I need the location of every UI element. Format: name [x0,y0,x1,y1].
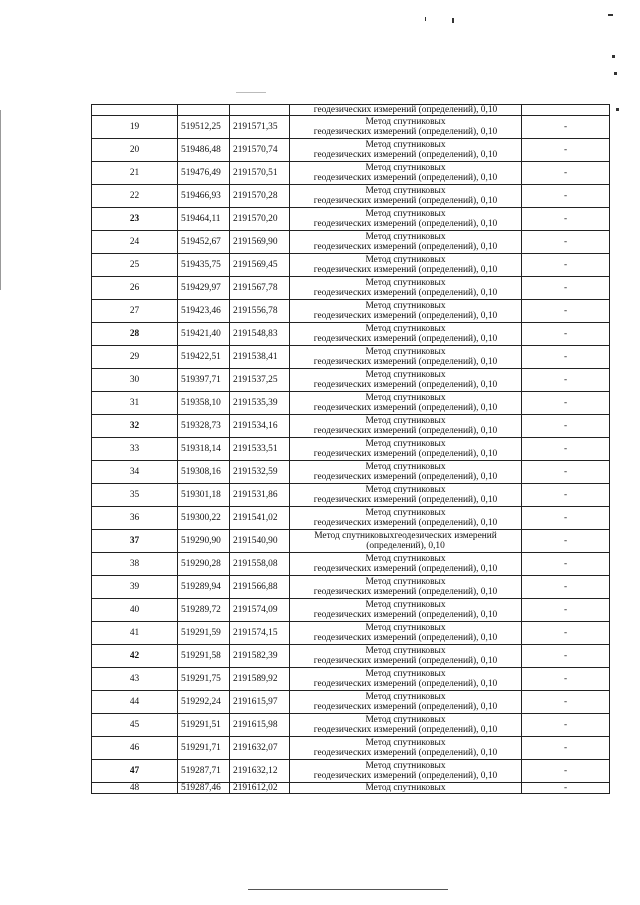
point-number-cell: 42 [92,645,178,668]
note-cell: - [522,645,610,668]
method-cell [290,369,522,392]
note-cell: - [522,185,610,208]
note-cell: - [522,254,610,277]
point-number-cell: 29 [92,346,178,369]
point-number-cell: 28 [92,323,178,346]
method-line-2: геодезических измерений (определений), 0,10 [313,265,498,275]
table-row [92,760,610,783]
table-row [92,576,610,599]
method-cell [290,530,522,553]
method-cell [290,185,522,208]
method-line-1: Метод спутниковых [365,209,446,219]
method-cell [290,300,522,323]
table-row [92,507,610,530]
table-row [92,369,610,392]
point-number-cell: 30 [92,369,178,392]
method-line-2: геодезических измерений (определений), 0,10 [313,150,498,160]
y-coordinate-cell: 2191632,07 [230,737,290,760]
table-row [92,668,610,691]
coordinates-table-body [92,105,610,794]
table-row [92,231,610,254]
point-number-cell: 20 [92,139,178,162]
table-row [92,162,610,185]
point-number-cell: 22 [92,185,178,208]
method-cell [290,208,522,231]
y-coordinate-cell: 2191570,20 [230,208,290,231]
note-cell: - [522,530,610,553]
scan-speck [612,55,615,58]
x-coordinate-cell: 519289,72 [178,599,230,622]
x-coordinate-cell: 519476,49 [178,162,230,185]
method-line-2: геодезических измерений (определений), 0,10 [313,127,498,137]
method-line-2: геодезических измерений (определений), 0,10 [313,587,498,597]
table-row-continued [92,105,610,116]
method-cell [290,254,522,277]
note-cell: - [522,576,610,599]
x-coordinate-cell: 519328,73 [178,415,230,438]
method-line-2: (определений), 0,10 [366,541,445,551]
table-row [92,346,610,369]
method-line-2: геодезических измерений (определений), 0,10 [313,495,498,505]
x-coordinate-cell: 519452,67 [178,231,230,254]
note-cell: - [522,760,610,783]
method-cell [290,576,522,599]
method-cell [290,783,522,794]
scan-speck [608,14,613,16]
method-line-1: Метод спутниковых [365,301,446,311]
method-cell [290,346,522,369]
method-line-1: Метод спутниковых [365,186,446,196]
method-line-2: геодезических измерений (определений), 0,10 [313,449,498,459]
method-line-1: Метод спутниковых [365,255,446,265]
y-coordinate-cell: 2191574,09 [230,599,290,622]
method-cell [290,277,522,300]
method-line-1: Метод спутниковых [365,140,446,150]
y-coordinate-cell: 2191570,74 [230,139,290,162]
method-cell [290,231,522,254]
method-line-2: геодезических измерений (определений), 0,10 [313,196,498,206]
note-cell: - [522,139,610,162]
note-cell: - [522,668,610,691]
method-line-2: геодезических измерений (определений), 0,10 [313,610,498,620]
point-number-cell [92,105,178,116]
y-coordinate-cell: 2191582,39 [230,645,290,668]
point-number-cell: 39 [92,576,178,599]
note-cell: - [522,461,610,484]
method-cell [290,461,522,484]
scan-edge [0,110,1,290]
table-row [92,323,610,346]
point-number-cell: 36 [92,507,178,530]
table-row [92,139,610,162]
y-coordinate-cell: 2191571,35 [230,116,290,139]
y-coordinate-cell: 2191531,86 [230,484,290,507]
point-number-cell: 35 [92,484,178,507]
x-coordinate-cell: 519421,40 [178,323,230,346]
method-cell [290,737,522,760]
x-coordinate-cell: 519464,11 [178,208,230,231]
x-coordinate-cell: 519291,58 [178,645,230,668]
method-cell [290,622,522,645]
x-coordinate-cell: 519486,48 [178,139,230,162]
method-line-2: геодезических измерений (определений), 0,10 [313,472,498,482]
method-line-2: геодезических измерений (определений), 0,10 [313,518,498,528]
note-cell: - [522,622,610,645]
method-line-1: Метод спутниковых [365,485,446,495]
note-cell: - [522,392,610,415]
x-coordinate-cell: 519358,10 [178,392,230,415]
method-line-2: геодезических измерений (определений), 0,10 [313,403,498,413]
method-line-2: геодезических измерений (определений), 0,10 [313,311,498,321]
method-cell [290,645,522,668]
x-coordinate-cell: 519287,71 [178,760,230,783]
x-coordinate-cell: 519512,25 [178,116,230,139]
y-coordinate-cell: 2191615,97 [230,691,290,714]
note-cell: - [522,507,610,530]
x-coordinate-cell: 519435,75 [178,254,230,277]
method-cell [290,691,522,714]
x-coordinate-cell: 519291,51 [178,714,230,737]
method-line-2: геодезических измерений (определений), 0,10 [313,656,498,666]
method-line-1: Метод спутниковыхгеодезических измерений [314,531,497,541]
method-line-2: геодезических измерений (определений), 0,10 [313,288,498,298]
table-row [92,737,610,760]
table-row [92,415,610,438]
point-number-cell: 47 [92,760,178,783]
note-cell: - [522,553,610,576]
x-coordinate-cell: 519397,71 [178,369,230,392]
point-number-cell: 45 [92,714,178,737]
note-cell [522,105,610,116]
x-coordinate-cell: 519291,71 [178,737,230,760]
point-number-cell: 33 [92,438,178,461]
y-coordinate-cell: 2191534,16 [230,415,290,438]
method-line-2: геодезических измерений (определений), 0,10 [313,564,498,574]
method-cell [290,438,522,461]
note-cell: - [522,737,610,760]
x-coordinate-cell: 519291,75 [178,668,230,691]
method-cell [290,714,522,737]
point-number-cell: 38 [92,553,178,576]
point-number-cell: 41 [92,622,178,645]
footer-line [248,889,448,890]
y-coordinate-cell: 2191570,51 [230,162,290,185]
point-number-cell: 37 [92,530,178,553]
method-line-2: геодезических измерений (определений), 0,10 [313,357,498,367]
x-coordinate-cell: 519423,46 [178,300,230,323]
x-coordinate-cell: 519290,28 [178,553,230,576]
x-coordinate-cell [178,105,230,116]
method-line-1: Метод спутниковых [365,370,446,380]
table-row [92,254,610,277]
x-coordinate-cell: 519290,90 [178,530,230,553]
method-line-2: геодезических измерений (определений), 0,10 [313,334,498,344]
table-row [92,484,610,507]
method-line-1: Метод спутниковых [365,600,446,610]
note-cell: - [522,346,610,369]
method-cell [290,392,522,415]
note-cell: - [522,116,610,139]
method-line-1: Метод спутниковых [365,783,446,793]
y-coordinate-cell: 2191615,98 [230,714,290,737]
point-number-cell: 32 [92,415,178,438]
point-number-cell: 19 [92,116,178,139]
method-line-1: Метод спутниковых [365,692,446,702]
x-coordinate-cell: 519422,51 [178,346,230,369]
x-coordinate-cell: 519466,93 [178,185,230,208]
method-line-1: Метод спутниковых [365,347,446,357]
method-line-1: Метод спутниковых [365,715,446,725]
method-cell [290,116,522,139]
y-coordinate-cell: 2191569,90 [230,231,290,254]
table-row [92,691,610,714]
y-coordinate-cell: 2191569,45 [230,254,290,277]
y-coordinate-cell: 2191535,39 [230,392,290,415]
table-row [92,714,610,737]
scan-speck [236,92,266,93]
note-cell: - [522,599,610,622]
y-coordinate-cell: 2191533,51 [230,438,290,461]
y-coordinate-cell: 2191556,78 [230,300,290,323]
point-number-cell: 25 [92,254,178,277]
y-coordinate-cell: 2191570,28 [230,185,290,208]
note-cell: - [522,415,610,438]
table-row [92,553,610,576]
table-row [92,645,610,668]
table-row [92,300,610,323]
y-coordinate-cell: 2191537,25 [230,369,290,392]
note-cell: - [522,162,610,185]
x-coordinate-cell: 519287,46 [178,783,230,794]
y-coordinate-cell: 2191532,59 [230,461,290,484]
method-line-2: геодезических измерений (определений), 0,10 [313,219,498,229]
y-coordinate-cell: 2191538,41 [230,346,290,369]
y-coordinate-cell [230,105,290,116]
y-coordinate-cell: 2191589,92 [230,668,290,691]
x-coordinate-cell: 519300,22 [178,507,230,530]
y-coordinate-cell: 2191567,78 [230,277,290,300]
method-line-1: Метод спутниковых [365,117,446,127]
table-row [92,208,610,231]
table-row [92,530,610,553]
y-coordinate-cell: 2191612,02 [230,783,290,794]
point-number-cell: 34 [92,461,178,484]
method-line-1: Метод спутниковых [365,738,446,748]
method-cell [290,599,522,622]
method-line-1: Метод спутниковых [365,163,446,173]
method-line-2: геодезических измерений (определений), 0,10 [313,105,498,115]
method-line-2: геодезических измерений (определений), 0,10 [313,702,498,712]
note-cell: - [522,208,610,231]
y-coordinate-cell: 2191566,88 [230,576,290,599]
point-number-cell: 31 [92,392,178,415]
method-line-1: Метод спутниковых [365,669,446,679]
x-coordinate-cell: 519318,14 [178,438,230,461]
y-coordinate-cell: 2191540,90 [230,530,290,553]
method-cell [290,553,522,576]
table-row [92,392,610,415]
method-cell [290,415,522,438]
point-number-cell: 24 [92,231,178,254]
x-coordinate-cell: 519301,18 [178,484,230,507]
point-number-cell: 46 [92,737,178,760]
table-row [92,277,610,300]
method-cell [290,139,522,162]
note-cell: - [522,369,610,392]
y-coordinate-cell: 2191558,08 [230,553,290,576]
y-coordinate-cell: 2191632,12 [230,760,290,783]
point-number-cell: 48 [92,783,178,794]
method-line-2: геодезических измерений (определений), 0,10 [313,242,498,252]
method-line-1: Метод спутниковых [365,577,446,587]
method-line-1: Метод спутниковых [365,393,446,403]
note-cell: - [522,714,610,737]
x-coordinate-cell: 519291,59 [178,622,230,645]
method-cell [290,105,522,116]
method-line-2: геодезических измерений (определений), 0,10 [313,380,498,390]
method-line-1: Метод спутниковых [365,761,446,771]
method-line-2: геодезических измерений (определений), 0,10 [313,725,498,735]
method-line-1: Метод спутниковых [365,439,446,449]
point-number-cell: 43 [92,668,178,691]
method-line-1: Метод спутниковых [365,278,446,288]
method-line-1: Метод спутниковых [365,646,446,656]
table-row [92,783,610,794]
method-cell [290,668,522,691]
point-number-cell: 40 [92,599,178,622]
method-line-1: Метод спутниковых [365,623,446,633]
table-row [92,438,610,461]
note-cell: - [522,691,610,714]
method-cell [290,162,522,185]
note-cell: - [522,323,610,346]
method-line-1: Метод спутниковых [365,554,446,564]
note-cell: - [522,277,610,300]
y-coordinate-cell: 2191541,02 [230,507,290,530]
method-line-2: геодезических измерений (определений), 0,10 [313,173,498,183]
point-number-cell: 21 [92,162,178,185]
method-line-1: Метод спутниковых [365,324,446,334]
method-cell [290,323,522,346]
point-number-cell: 26 [92,277,178,300]
x-coordinate-cell: 519429,97 [178,277,230,300]
x-coordinate-cell: 519289,94 [178,576,230,599]
y-coordinate-cell: 2191548,83 [230,323,290,346]
note-cell: - [522,783,610,794]
method-line-2: геодезических измерений (определений), 0,10 [313,771,498,781]
point-number-cell: 44 [92,691,178,714]
method-line-2: геодезических измерений (определений), 0,10 [313,748,498,758]
method-line-1: Метод спутниковых [365,508,446,518]
table-row [92,622,610,645]
method-cell [290,760,522,783]
scan-speck [614,72,617,75]
table-row [92,461,610,484]
note-cell: - [522,484,610,507]
x-coordinate-cell: 519308,16 [178,461,230,484]
method-line-2: геодезических измерений (определений), 0,10 [313,679,498,689]
table-row [92,185,610,208]
method-line-1: Метод спутниковых [365,232,446,242]
table-row [92,599,610,622]
scan-speck [425,17,426,21]
y-coordinate-cell: 2191574,15 [230,622,290,645]
note-cell: - [522,438,610,461]
method-line-1: Метод спутниковых [365,462,446,472]
x-coordinate-cell: 519292,24 [178,691,230,714]
method-cell [290,507,522,530]
method-line-2: геодезических измерений (определений), 0,10 [313,633,498,643]
note-cell: - [522,300,610,323]
method-cell [290,484,522,507]
note-cell: - [522,231,610,254]
method-line-1: Метод спутниковых [365,416,446,426]
coordinates-table [91,104,610,794]
point-number-cell: 23 [92,208,178,231]
point-number-cell: 27 [92,300,178,323]
scan-speck [452,18,454,23]
table-row [92,116,610,139]
scan-speck [616,108,619,111]
method-line-2: геодезических измерений (определений), 0,10 [313,426,498,436]
